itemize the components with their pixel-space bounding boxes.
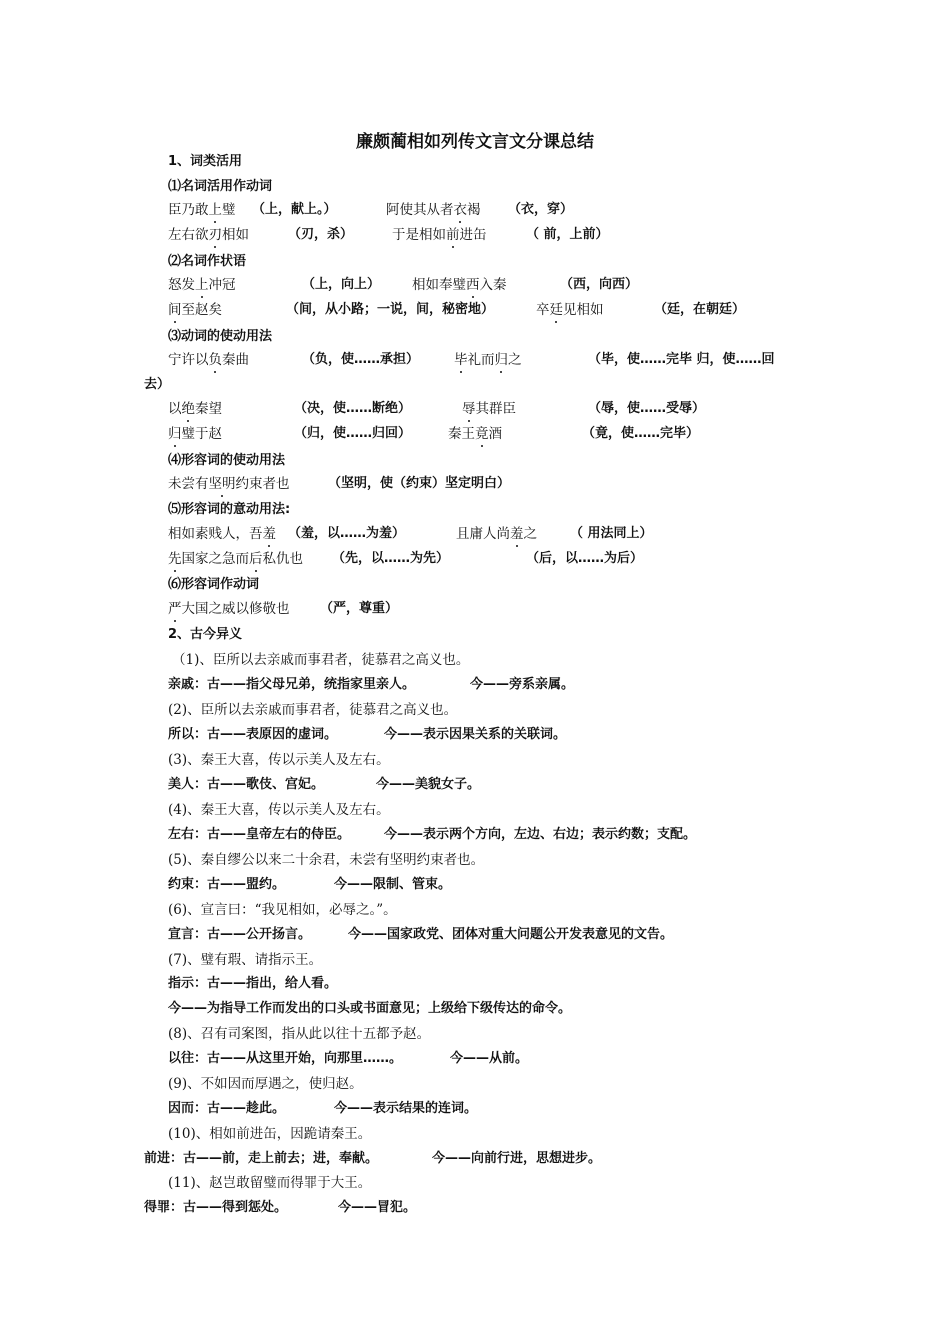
- example-note: （归，使……归回）: [294, 426, 412, 441]
- example-sentence: 相如奉璧西入秦: [412, 277, 507, 293]
- ancient-meaning: 以往：古——从这里开始，向那里……。: [168, 1051, 403, 1066]
- sub-heading-6: ⑹形容词作动词: [168, 577, 260, 592]
- example-note: （刃，杀）: [288, 227, 354, 242]
- example-sentence: (9)、不如因而厚遇之，使归赵。: [168, 1076, 363, 1092]
- example-note: （间，从小路；一说，间，秘密地）: [286, 302, 495, 317]
- example-sentence: (11)、赵岂敢留璧而得罪于大王。: [168, 1175, 372, 1191]
- sub-heading-2: ⑵名词作状语: [168, 254, 247, 269]
- section-heading-1: 1、词类活用: [168, 154, 243, 169]
- modern-meaning: 今——国家政党、团体对重大问题公开发表意见的文告。: [348, 927, 674, 942]
- example-sentence: 阿使其从者衣褐: [386, 202, 481, 218]
- example-note: （西，向西）: [560, 277, 639, 292]
- example-sentence: (8)、召有司案图，指从此以往十五都予赵。: [168, 1026, 431, 1042]
- example-note: （ 用法同上）: [570, 526, 653, 541]
- modern-meaning: 今——表示两个方向，左边、右边；表示约数；支配。: [384, 827, 697, 842]
- modern-meaning: 今——表示因果关系的关联词。: [384, 727, 567, 742]
- sub-heading-1: ⑴名词活用作动词: [168, 179, 273, 194]
- example-sentence: 左右欲刃相如: [168, 227, 249, 243]
- example-note: （后，以……为后）: [526, 551, 644, 566]
- ancient-meaning: 前进：古——前，走上前去；进，奉献。: [144, 1151, 379, 1166]
- example-note: （先，以……为先）: [332, 551, 450, 566]
- example-sentence: 秦王竟酒: [448, 426, 502, 442]
- example-sentence: 怒发上冲冠: [168, 277, 236, 293]
- example-sentence: 先国家之急而后私仇也: [168, 551, 303, 567]
- modern-meaning: 今——从前。: [450, 1051, 529, 1066]
- modern-meaning: 今——限制、管束。: [334, 877, 452, 892]
- ancient-meaning: 得罪：古——得到惩处。: [144, 1200, 288, 1215]
- modern-meaning: 今——表示结果的连词。: [334, 1101, 478, 1116]
- example-note: （衣，穿）: [508, 202, 574, 217]
- example-sentence: 间至赵矣: [168, 302, 222, 318]
- example-note: （严，尊重）: [320, 601, 399, 616]
- sub-heading-4: ⑷形容词的使动用法: [168, 453, 286, 468]
- ancient-meaning: 所以：古——表原因的虚词。: [168, 727, 338, 742]
- ancient-meaning: 美人：古——歌伎、宫妃。: [168, 777, 325, 792]
- ancient-meaning: 亲戚：古——指父母兄弟，统指家里亲人。: [168, 677, 416, 692]
- example-sentence: (7)、璧有瑕、请指示王。: [168, 952, 323, 968]
- example-sentence: 以绝秦望: [168, 401, 222, 417]
- ancient-meaning: 指示：古——指出，给人看。: [168, 976, 338, 991]
- ancient-meaning: 宣言：古——公开扬言。: [168, 927, 312, 942]
- example-sentence: (5)、秦自缪公以来二十余君，未尝有坚明约束者也。: [168, 852, 485, 868]
- example-sentence: 卒廷见相如: [536, 302, 604, 318]
- example-sentence: 辱其群臣: [462, 401, 516, 417]
- modern-meaning: 今——向前行进，思想进步。: [432, 1151, 602, 1166]
- example-sentence: (6)、宣言曰：“我见相如，必辱之。”。: [168, 902, 397, 918]
- example-note: （ 前，上前）: [526, 227, 609, 242]
- ancient-meaning: 左右：古——皇帝左右的侍臣。: [168, 827, 351, 842]
- example-note-continuation: 去）: [144, 377, 171, 392]
- example-sentence: 未尝有坚明约束者也: [168, 476, 290, 492]
- example-sentence: 相如素贱人，吾羞: [168, 526, 276, 542]
- example-sentence: (3)、秦王大喜，传以示美人及左右。: [168, 752, 390, 768]
- example-sentence: 臣乃敢上璧: [168, 202, 236, 218]
- ancient-meaning: 因而：古——趁此。: [168, 1101, 286, 1116]
- example-note: （辱，使……受辱）: [588, 401, 706, 416]
- example-note: （上，向上）: [302, 277, 381, 292]
- example-sentence: 宁许以负秦曲: [168, 352, 249, 368]
- modern-meaning: 今——为指导工作而发出的口头或书面意见；上级给下级传达的命令。: [168, 1001, 572, 1016]
- example-sentence: 于是相如前进缶: [392, 227, 487, 243]
- section-heading-2: 2、古今异义: [168, 627, 243, 642]
- modern-meaning: 今——美貌女子。: [376, 777, 481, 792]
- ancient-meaning: 约束：古——盟约。: [168, 877, 286, 892]
- example-note: （廷，在朝廷）: [654, 302, 746, 317]
- example-note: （羞，以……为羞）: [288, 526, 406, 541]
- example-note: （决，使……断绝）: [294, 401, 412, 416]
- example-note: （毕，使……完毕 归，使……回: [588, 352, 775, 367]
- example-sentence: 且庸人尚羞之: [456, 526, 537, 542]
- example-note: （上，献上。）: [252, 202, 337, 217]
- modern-meaning: 今——旁系亲属。: [470, 677, 575, 692]
- example-note: （负，使……承担）: [302, 352, 420, 367]
- example-sentence: 严大国之威以修敬也: [168, 601, 290, 617]
- sub-heading-3: ⑶动词的使动用法: [168, 329, 273, 344]
- page-title: 廉颇蔺相如列传文言文分课总结: [356, 132, 594, 152]
- sub-heading-5: ⑸形容词的意动用法:: [168, 502, 291, 517]
- example-note: （坚明，使（约束）坚定明白）: [328, 476, 511, 491]
- modern-meaning: 今——冒犯。: [338, 1200, 417, 1215]
- example-sentence: (2)、臣所以去亲戚而事君者，徒慕君之高义也。: [168, 702, 458, 718]
- example-sentence: （1)、臣所以去亲戚而事君者，徒慕君之高义也。: [172, 652, 470, 668]
- example-note: （竟，使……完毕）: [582, 426, 700, 441]
- example-sentence: 毕礼而归之: [454, 352, 522, 368]
- example-sentence: (4)、秦王大喜，传以示美人及左右。: [168, 802, 390, 818]
- example-sentence: (10)、相如前进缶，因跪请秦王。: [168, 1126, 372, 1142]
- example-sentence: 归璧于赵: [168, 426, 222, 442]
